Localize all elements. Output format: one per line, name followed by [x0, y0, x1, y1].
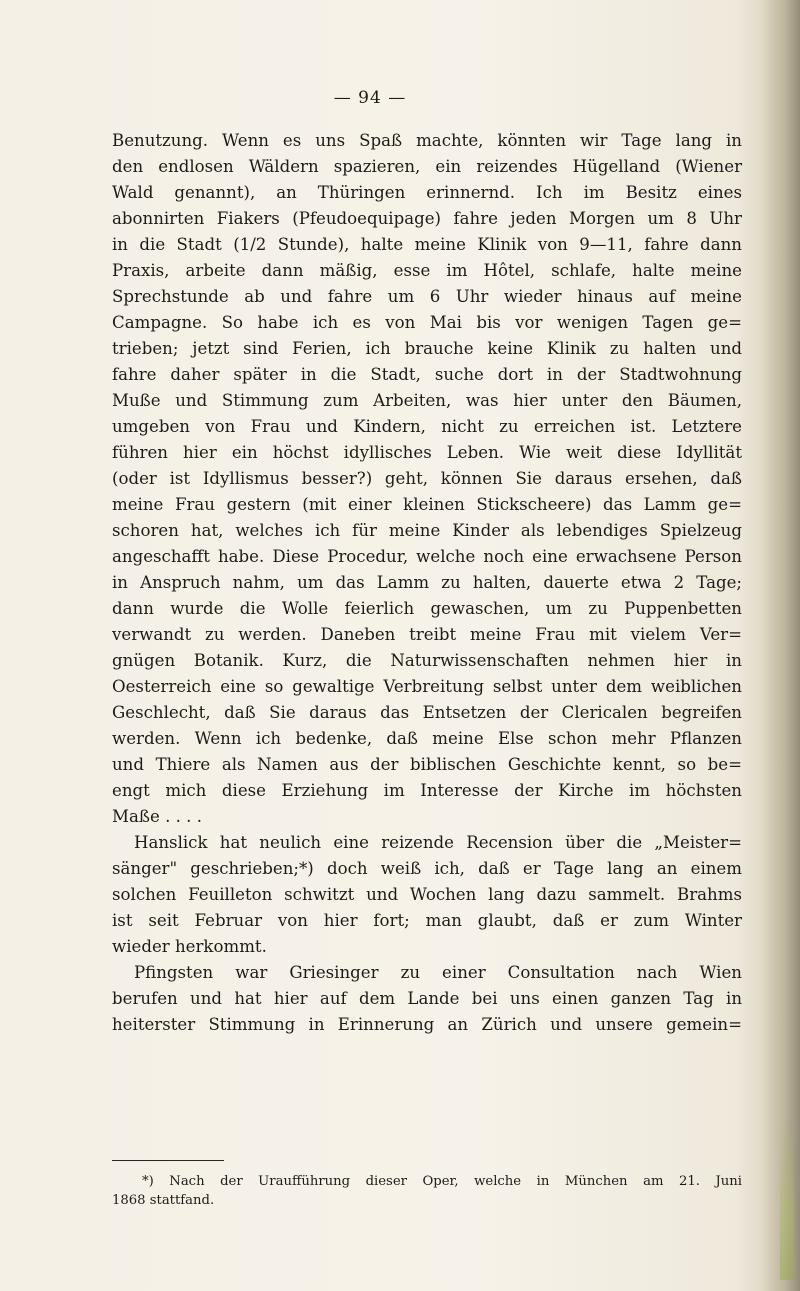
text-line: fahre daher später in die Stadt, suche dort in der Stadtwohnung: [112, 365, 742, 384]
footnote-line: *) Nach der Uraufführung dieser Oper, welche in München am 21. Juni: [142, 1174, 742, 1189]
text-line: Wald genannt), an Thüringen erinnernd. Ich im Besitz eines: [112, 183, 742, 202]
text-line: abonnirten Fiakers (Pfeudoequipage) fahre jeden Morgen um 8 Uhr: [112, 209, 742, 228]
text-line: heiterster Stimmung in Erinnerung an Zürich und unsere gemein=: [112, 1015, 742, 1034]
footnote-line: 1868 stattfand.: [112, 1193, 215, 1208]
text-line: engt mich diese Erziehung im Interesse der Kirche im höchsten: [112, 781, 742, 800]
text-line: in die Stadt (1/2 Stunde), halte meine Klinik von 9—11, fahre dann: [112, 235, 742, 254]
text-line: in Anspruch nahm, um das Lamm zu halten, dauerte etwa 2 Tage;: [112, 573, 742, 592]
text-line: Oesterreich eine so gewaltige Verbreitung selbst unter dem weiblichen: [112, 677, 742, 696]
page-edge-shadow: [762, 0, 800, 1291]
text-line: solchen Feuilleton schwitzt und Wochen lang dazu sammelt. Brahms: [112, 885, 742, 904]
text-line: Campagne. So habe ich es von Mai bis vor wenigen Tagen ge=: [112, 313, 742, 332]
text-line: den endlosen Wäldern spazieren, ein reizendes Hügelland (Wiener: [112, 157, 742, 176]
text-line: Sprechstunde ab und fahre um 6 Uhr wieder hinaus auf meine: [112, 287, 742, 306]
text-line: berufen und hat hier auf dem Lande bei uns einen ganzen Tag in: [112, 989, 742, 1008]
text-line: schoren hat, welches ich für meine Kinder als lebendiges Spielzeug: [112, 521, 742, 540]
text-line: angeschafft habe. Diese Procedur, welche noch eine erwachsene Person: [112, 547, 742, 566]
footnote-rule: [112, 1160, 224, 1161]
text-line: Praxis, arbeite dann mäßig, esse im Hôtel, schlafe, halte meine: [112, 261, 742, 280]
text-line: Pfingsten war Griesinger zu einer Consultation nach Wien: [134, 963, 742, 982]
text-line: wieder herkommt.: [112, 937, 267, 956]
text-line: dann wurde die Wolle feierlich gewaschen, um zu Puppenbetten: [112, 599, 742, 618]
text-line: (oder ist Idyllismus besser?) geht, können Sie daraus ersehen, daß: [112, 469, 742, 488]
footnote: [112, 1172, 742, 1210]
page-edge-stain: [780, 1120, 794, 1280]
text-line: führen hier ein höchst idyllisches Leben. Wie weit diese Idyllität: [112, 443, 742, 462]
text-line: Geschlecht, daß Sie daraus das Entsetzen der Clericalen begreifen: [112, 703, 742, 722]
page-number: — 94 —: [333, 88, 407, 108]
text-line: und Thiere als Namen aus der biblischen Geschichte kennt, so be=: [112, 755, 742, 774]
text-line: umgeben von Frau und Kindern, nicht zu erreichen ist. Letztere: [112, 417, 742, 436]
text-line: werden. Wenn ich bedenke, daß meine Else schon mehr Pflanzen: [112, 729, 742, 748]
text-line: Maße . . . .: [112, 807, 202, 826]
text-line: ist seit Februar von hier fort; man glaubt, daß er zum Winter: [112, 911, 742, 930]
text-line: meine Frau gestern (mit einer kleinen Stickscheere) das Lamm ge=: [112, 495, 742, 514]
text-line: verwandt zu werden. Daneben treibt meine Frau mit vielem Ver=: [112, 625, 742, 644]
text-line: Benutzung. Wenn es uns Spaß machte, könnten wir Tage lang in: [112, 131, 742, 150]
text-line: Hanslick hat neulich eine reizende Recension über die „Meister=: [134, 833, 742, 852]
text-line: gnügen Botanik. Kurz, die Naturwissenschaften nehmen hier in: [112, 651, 742, 670]
text-line: trieben; jetzt sind Ferien, ich brauche keine Klinik zu halten und: [112, 339, 742, 358]
body-text: [112, 128, 742, 1038]
text-line: Muße und Stimmung zum Arbeiten, was hier unter den Bäumen,: [112, 391, 742, 410]
text-line: sänger" geschrieben;*) doch weiß ich, daß er Tage lang an einem: [112, 859, 742, 878]
